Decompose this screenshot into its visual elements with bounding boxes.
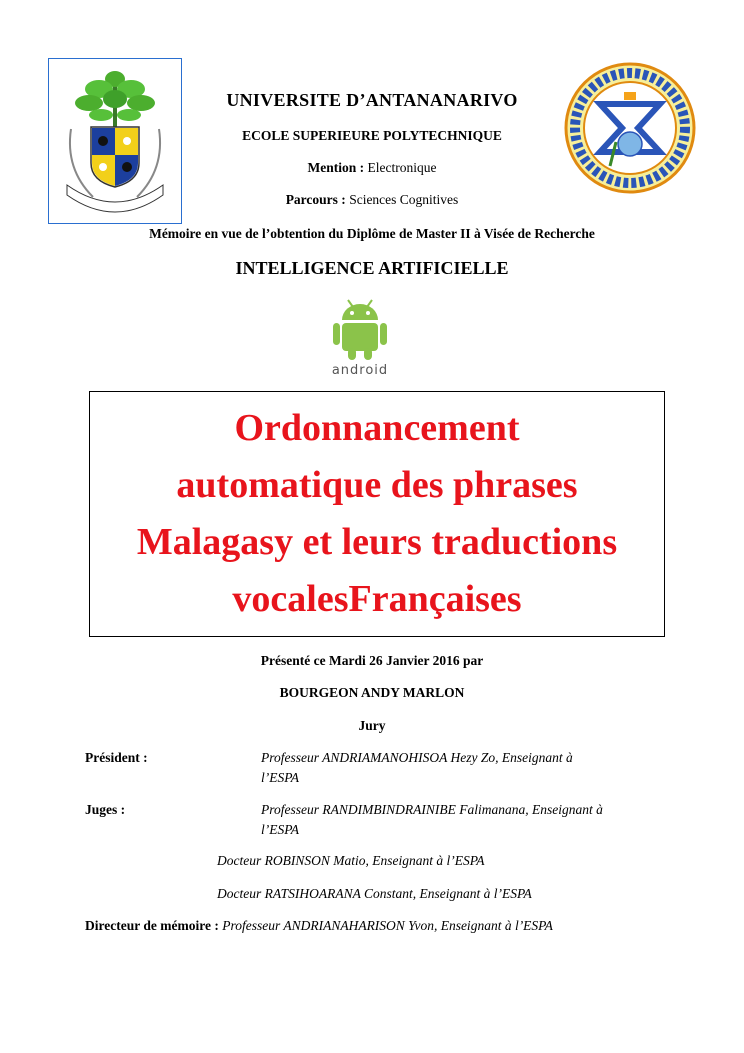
memoire-description: Mémoire en vue de l’obtention du Diplôme de Master II à Visée de Recherche	[149, 226, 595, 241]
directeur-value: Professeur ANDRIANAHARISON Yvon, Enseignant à l’ESPA	[222, 918, 553, 933]
title-line-2: automatique des phrases	[176, 464, 578, 506]
android-logo	[310, 292, 410, 378]
juge-2: Docteur ROBINSON Matio, Enseignant à l’ESPA	[217, 853, 485, 868]
juge-1-line-1: Professeur RANDIMBINDRAINIBE Falimanana, Enseignant à	[261, 802, 603, 817]
parcours-label: Parcours :	[285, 192, 346, 207]
title-line-3: Malagasy et leurs traductions	[136, 521, 618, 563]
domain-title: INTELLIGENCE ARTIFICIELLE	[235, 258, 509, 278]
president-line-1: Professeur ANDRIAMANOHISOA Hezy Zo, Enseignant à	[261, 750, 573, 765]
title-line-4: vocalesFrançaises	[232, 578, 522, 620]
juge-1-line-2: l’ESPA	[261, 822, 299, 837]
president-value	[261, 748, 661, 788]
thesis-title-box	[89, 391, 665, 637]
mention-line	[0, 160, 744, 176]
school-name: ECOLE SUPERIEURE POLYTECHNIQUE	[242, 128, 502, 143]
juge-1	[261, 800, 681, 840]
presentation-date: Présenté ce Mardi 26 Janvier 2016 par	[260, 653, 484, 668]
directeur-label: Directeur de mémoire :	[85, 918, 219, 933]
president-line-2: l’ESPA	[261, 770, 299, 785]
juges-label: Juges :	[85, 802, 126, 817]
juge-3: Docteur RATSIHOARANA Constant, Enseignant à l’ESPA	[217, 886, 532, 901]
mention-label: Mention :	[307, 160, 365, 175]
directeur-line	[85, 916, 553, 936]
author-name: BOURGEON ANDY MARLON	[279, 685, 465, 700]
university-name: UNIVERSITE D’ANTANANARIVO	[226, 90, 518, 110]
android-wordmark: android	[331, 363, 389, 378]
mention-value: Electronique	[367, 160, 437, 175]
jury-heading: Jury	[358, 718, 386, 733]
president-label: Président :	[85, 750, 148, 765]
thesis-title	[131, 400, 623, 628]
parcours-line	[0, 192, 744, 208]
parcours-value: Sciences Cognitives	[349, 192, 459, 207]
title-line-1: Ordonnancement	[234, 407, 520, 449]
